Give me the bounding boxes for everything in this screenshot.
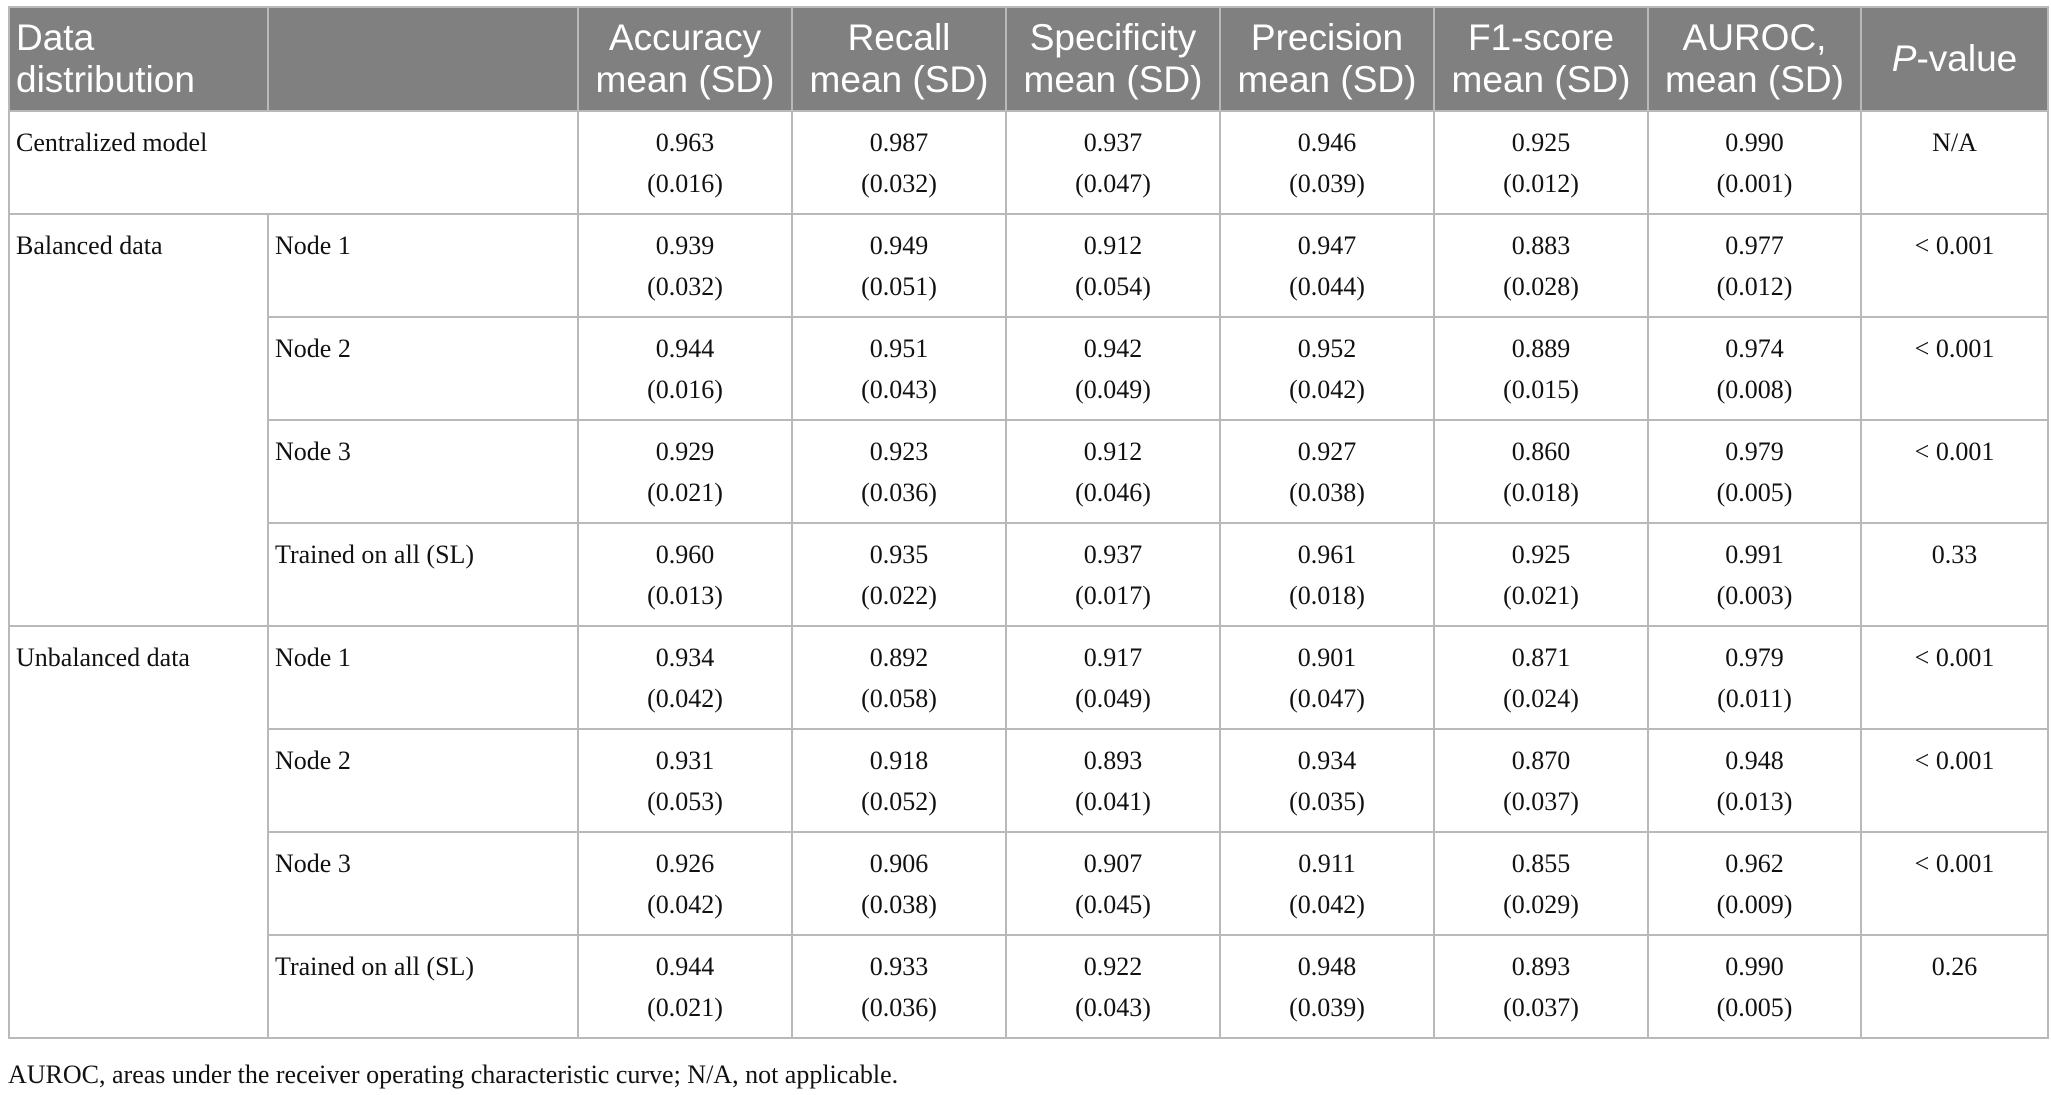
accuracy-sd: (0.032) [647,272,723,301]
accuracy-mean: 0.926 [655,849,715,878]
recall-mean: 0.951 [869,334,929,363]
table-footnote: AUROC, areas under the receiver operating characteristic curve; N/A, not applicable. [8,1060,899,1089]
accuracy-mean: 0.934 [655,643,715,672]
recall-sd: (0.058) [861,684,937,713]
recall-mean: 0.987 [869,128,929,157]
auroc-sd: (0.011) [1717,684,1792,713]
table-body [9,111,2048,1038]
p-value-cell: < 0.001 [1861,317,2048,420]
f1-sd: (0.021) [1503,581,1579,610]
accuracy-cell [578,935,792,1038]
accuracy-cell [578,420,792,523]
f1-cell [1434,729,1648,832]
accuracy-cell [578,832,792,935]
specificity-mean: 0.893 [1083,746,1143,775]
table-row [9,832,2048,935]
specificity-mean: 0.942 [1083,334,1143,363]
recall-sd: (0.022) [861,581,937,610]
precision-mean: 0.934 [1297,746,1357,775]
recall-cell [792,832,1006,935]
precision-cell [1220,111,1434,214]
precision-mean: 0.901 [1297,643,1357,672]
specificity-cell [1006,420,1220,523]
recall-sd: (0.052) [861,787,937,816]
p-value-cell: 0.33 [1861,523,2048,626]
recall-sd: (0.038) [861,890,937,919]
auroc-cell [1648,729,1861,832]
accuracy-sd: (0.021) [647,993,723,1022]
f1-cell [1434,317,1648,420]
recall-mean: 0.923 [869,437,929,466]
table-row [9,317,2048,420]
accuracy-mean: 0.939 [655,231,715,260]
precision-mean: 0.946 [1297,128,1357,157]
precision-cell [1220,214,1434,317]
table-row [9,935,2048,1038]
results-table [8,6,2049,1039]
auroc-sd: (0.001) [1716,169,1793,198]
auroc-mean: 0.979 [1725,643,1784,672]
auroc-mean: 0.990 [1725,128,1784,157]
table-row [9,729,2048,832]
accuracy-sd: (0.016) [647,169,723,198]
recall-mean: 0.949 [869,231,929,260]
precision-sd: (0.039) [1289,993,1365,1022]
table-row [9,523,2048,626]
node-label: Node 3 [268,832,578,935]
table-header [9,7,2048,111]
auroc-cell [1648,523,1861,626]
precision-cell [1220,626,1434,729]
precision-mean: 0.952 [1297,334,1357,363]
accuracy-mean: 0.963 [655,128,715,157]
specificity-cell [1006,111,1220,214]
auroc-sd: (0.003) [1716,581,1793,610]
auroc-mean: 0.977 [1725,231,1784,260]
f1-mean: 0.883 [1511,231,1571,260]
header-p-italic: P [1891,38,1917,79]
node-label: Node 1 [268,214,578,317]
precision-cell [1220,832,1434,935]
recall-cell [792,317,1006,420]
specificity-cell [1006,523,1220,626]
accuracy-cell [578,111,792,214]
specificity-mean: 0.917 [1083,643,1143,672]
f1-mean: 0.871 [1511,643,1571,672]
auroc-cell [1648,214,1861,317]
recall-cell [792,729,1006,832]
node-label: Node 2 [268,317,578,420]
specificity-sd: (0.054) [1075,272,1151,301]
auroc-mean: 0.948 [1725,746,1784,775]
node-label: Trained on all (SL) [268,523,578,626]
auroc-cell [1648,317,1861,420]
f1-sd: (0.015) [1503,375,1579,404]
precision-sd: (0.035) [1289,787,1365,816]
specificity-sd: (0.046) [1075,478,1151,507]
recall-mean: 0.933 [869,952,929,981]
row-label-centralized: Centralized model [9,111,578,214]
node-label: Node 3 [268,420,578,523]
f1-mean: 0.889 [1511,334,1571,363]
precision-sd: (0.038) [1289,478,1365,507]
recall-sd: (0.036) [861,478,937,507]
f1-cell [1434,832,1648,935]
auroc-mean: 0.979 [1725,437,1784,466]
group-label: Balanced data [9,214,268,626]
p-value-cell: < 0.001 [1861,832,2048,935]
auroc-sd: (0.008) [1716,375,1793,404]
recall-sd: (0.032) [861,169,937,198]
accuracy-sd: (0.042) [647,684,723,713]
header-row [9,7,2048,111]
f1-mean: 0.860 [1511,437,1571,466]
specificity-sd: (0.041) [1075,787,1151,816]
header-p-suffix: -value [1916,38,2018,79]
precision-mean: 0.948 [1297,952,1357,981]
header-recall: Recall mean (SD) [792,7,1006,111]
specificity-mean: 0.922 [1083,952,1143,981]
node-label: Trained on all (SL) [268,935,578,1038]
recall-mean: 0.935 [869,540,929,569]
specificity-cell [1006,317,1220,420]
precision-cell [1220,317,1434,420]
header-p-value [1861,7,2048,111]
f1-sd: (0.028) [1503,272,1579,301]
table-row [9,626,2048,729]
auroc-mean: 0.990 [1725,952,1784,981]
specificity-sd: (0.017) [1075,581,1151,610]
auroc-sd: (0.012) [1716,272,1793,301]
auroc-sd: (0.009) [1716,890,1793,919]
specificity-sd: (0.049) [1075,684,1151,713]
accuracy-cell [578,214,792,317]
auroc-sd: (0.005) [1716,478,1793,507]
accuracy-cell [578,729,792,832]
precision-mean: 0.911 [1298,849,1356,878]
header-data-distribution: Data distribution [9,7,268,111]
auroc-sd: (0.013) [1716,787,1793,816]
recall-cell [792,214,1006,317]
specificity-cell [1006,729,1220,832]
precision-cell [1220,523,1434,626]
node-label: Node 1 [268,626,578,729]
accuracy-mean: 0.931 [655,746,715,775]
recall-sd: (0.043) [861,375,937,404]
f1-cell [1434,214,1648,317]
recall-cell [792,111,1006,214]
auroc-cell [1648,111,1861,214]
accuracy-mean: 0.944 [655,334,715,363]
specificity-cell [1006,832,1220,935]
precision-cell [1220,935,1434,1038]
precision-sd: (0.042) [1289,890,1365,919]
accuracy-cell [578,317,792,420]
recall-cell [792,420,1006,523]
specificity-sd: (0.045) [1075,890,1151,919]
accuracy-cell [578,626,792,729]
precision-mean: 0.927 [1297,437,1357,466]
accuracy-sd: (0.042) [647,890,723,919]
precision-sd: (0.042) [1289,375,1365,404]
group-label: Unbalanced data [9,626,268,1038]
accuracy-sd: (0.013) [647,581,723,610]
specificity-mean: 0.912 [1083,231,1143,260]
specificity-cell [1006,935,1220,1038]
header-auroc: AUROC, mean (SD) [1648,7,1861,111]
auroc-cell [1648,626,1861,729]
f1-cell [1434,626,1648,729]
auroc-mean: 0.962 [1725,849,1784,878]
table-row [9,214,2048,317]
header-accuracy: Accuracy mean (SD) [578,7,792,111]
precision-sd: (0.039) [1289,169,1365,198]
p-value-cell: N/A [1861,111,2048,214]
accuracy-sd: (0.016) [647,375,723,404]
table-row [9,111,2048,214]
auroc-cell [1648,935,1861,1038]
auroc-sd: (0.005) [1716,993,1793,1022]
p-value-cell: < 0.001 [1861,214,2048,317]
f1-cell [1434,420,1648,523]
specificity-mean: 0.907 [1083,849,1143,878]
f1-sd: (0.029) [1503,890,1579,919]
node-label: Node 2 [268,729,578,832]
recall-cell [792,626,1006,729]
f1-cell [1434,935,1648,1038]
accuracy-mean: 0.929 [655,437,715,466]
precision-sd: (0.044) [1289,272,1365,301]
f1-mean: 0.893 [1511,952,1571,981]
p-value-cell: 0.26 [1861,935,2048,1038]
p-value-cell: < 0.001 [1861,420,2048,523]
recall-cell [792,935,1006,1038]
precision-mean: 0.961 [1297,540,1357,569]
recall-mean: 0.906 [869,849,929,878]
precision-cell [1220,420,1434,523]
specificity-sd: (0.047) [1075,169,1151,198]
f1-sd: (0.018) [1503,478,1579,507]
recall-sd: (0.051) [861,272,937,301]
p-value-cell: < 0.001 [1861,729,2048,832]
header-precision: Precision mean (SD) [1220,7,1434,111]
specificity-sd: (0.043) [1075,993,1151,1022]
auroc-mean: 0.991 [1725,540,1784,569]
f1-mean: 0.855 [1511,849,1571,878]
f1-sd: (0.024) [1503,684,1579,713]
precision-sd: (0.018) [1289,581,1365,610]
precision-cell [1220,729,1434,832]
specificity-mean: 0.937 [1083,540,1143,569]
auroc-mean: 0.974 [1725,334,1784,363]
f1-cell [1434,523,1648,626]
f1-cell [1434,111,1648,214]
f1-sd: (0.037) [1503,787,1579,816]
accuracy-mean: 0.944 [655,952,715,981]
header-f1-score: F1-score mean (SD) [1434,7,1648,111]
f1-mean: 0.925 [1511,540,1571,569]
p-value-cell: < 0.001 [1861,626,2048,729]
specificity-cell [1006,626,1220,729]
f1-sd: (0.037) [1503,993,1579,1022]
accuracy-sd: (0.053) [647,787,723,816]
auroc-cell [1648,420,1861,523]
accuracy-cell [578,523,792,626]
specificity-cell [1006,214,1220,317]
specificity-mean: 0.912 [1083,437,1143,466]
header-specificity: Specificity mean (SD) [1006,7,1220,111]
table-row [9,420,2048,523]
recall-sd: (0.036) [861,993,937,1022]
f1-mean: 0.870 [1511,746,1571,775]
accuracy-sd: (0.021) [647,478,723,507]
precision-mean: 0.947 [1297,231,1357,260]
recall-cell [792,523,1006,626]
accuracy-mean: 0.960 [655,540,715,569]
specificity-mean: 0.937 [1083,128,1143,157]
recall-mean: 0.918 [869,746,929,775]
auroc-cell [1648,832,1861,935]
f1-sd: (0.012) [1503,169,1579,198]
precision-sd: (0.047) [1289,684,1365,713]
header-subgroup [268,7,578,111]
f1-mean: 0.925 [1511,128,1571,157]
recall-mean: 0.892 [869,643,929,672]
specificity-sd: (0.049) [1075,375,1151,404]
